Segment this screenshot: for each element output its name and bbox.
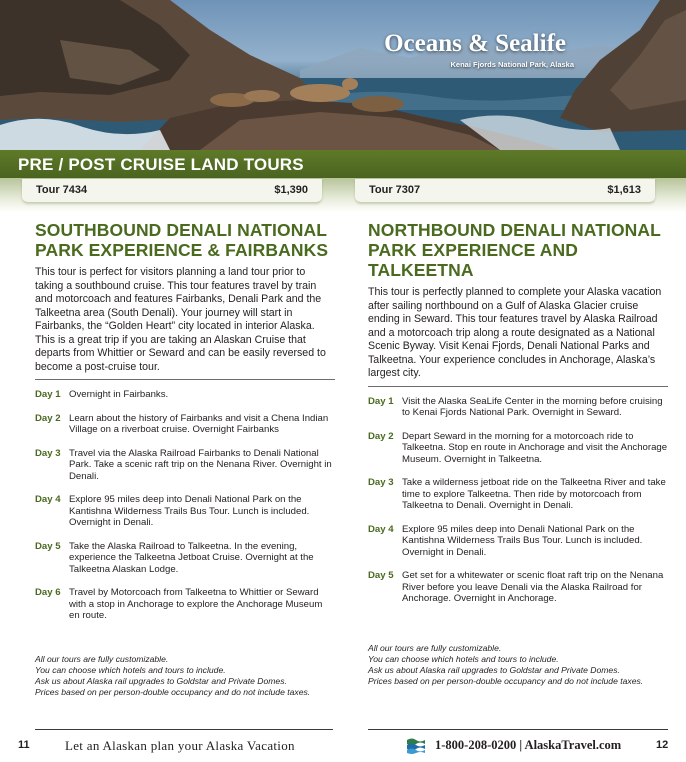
tour-title: NORTHBOUND DENALI NATIONAL PARK EXPERIENCE AND TALKEETNA: [368, 220, 661, 280]
day-label: Day 2: [368, 430, 394, 442]
day-text: Take a wilderness jetboat ride on the Talkeetna River and take time to explore Talkeetna. Then ride by motorcoach from Talkeetna to Denali. Overnight in Denali.: [402, 477, 666, 511]
day-label: Day 5: [35, 540, 61, 552]
itinerary-day: [368, 396, 668, 419]
tour-code: Tour 7307: [369, 184, 421, 196]
tour-description: This tour is perfect for visitors planning a land tour prior to taking a southbound cruise. This tour features travel by train and motorcoach and features Fairbanks, Denali Park and the Talkeetna area (South Denali). Your journey will start in Fairbanks, the “Golden Heart” city located in interior Alaska. This is a great trip if you are taking an Alaskan Cruise that departs from Whittier or Seward and can be easily reversed to become a post-cruise tour.: [35, 266, 326, 373]
tour-bar-right: [355, 179, 655, 203]
note-line: Prices based on per person-double occupancy and do not include taxes.: [368, 676, 644, 686]
tour-bar-left: [22, 179, 322, 203]
tour-code: Tour 7434: [36, 184, 88, 196]
tour-description: This tour is perfectly planned to complete your Alaska vacation after sailing northbound on a Gulf of Alaska Glacier cruise ending in Seward. This tour features travel by Alaska Railroad and a motorcoach trip along a route designated as a National Scenic Byway. Visit Kenai Fjords, Denali National Parks and Talkeetna. Your experience concludes in Anchorage, Alaska’s largest city.: [368, 286, 662, 379]
itinerary-day: [35, 541, 335, 576]
day-text: Visit the Alaska SeaLife Center in the morning before cruising to Kenai Fjords National Park. Overnight in Seward.: [402, 395, 663, 418]
itinerary-day: [35, 494, 335, 529]
note-line: All our tours are fully customizable.: [368, 643, 502, 653]
tour-price: $1,613: [607, 184, 641, 196]
note-line: Ask us about Alaska rail upgrades to Goldstar and Private Domes.: [35, 676, 287, 686]
itinerary-day: [368, 477, 668, 512]
day-label: Day 3: [35, 447, 61, 459]
alaska-travel-flag-logo-icon: [406, 735, 426, 755]
day-text: Get set for a whitewater or scenic float raft trip on the Nenana River before you leave Denali via the Alaska Railroad for Anchorage. Overnight in Anchorage.: [402, 570, 664, 604]
day-label: Day 1: [368, 395, 394, 407]
hero-image: [0, 0, 686, 150]
tour-notes: [368, 643, 668, 687]
day-label: Day 3: [368, 477, 394, 488]
day-label: Day 4: [35, 494, 61, 505]
tour-title: SOUTHBOUND DENALI NATIONAL PARK EXPERIENCE & FAIRBANKS: [35, 220, 329, 260]
day-text: Overnight in Fairbanks.: [69, 389, 169, 400]
itinerary-day: [35, 413, 335, 436]
section-banner: [0, 150, 686, 178]
page-number-left: 11: [18, 739, 30, 751]
divider: [35, 379, 335, 380]
day-text: Travel via the Alaska Railroad Fairbanks to Denali National Park. Take a scenic raft trip on the Nenana River. Overnight in Denali.: [69, 447, 332, 482]
itinerary: [35, 389, 335, 622]
itinerary-day: [368, 524, 668, 559]
day-label: Day 4: [368, 523, 394, 535]
note-line: All our tours are fully customizable.: [35, 654, 169, 664]
day-text: Explore 95 miles deep into Denali National Park on the Kantishna Wilderness Trails Bus Tour. Lunch is included. Overnight in Denali.: [402, 523, 643, 558]
note-line: Prices based on per person-double occupancy and do not include taxes.: [35, 687, 311, 697]
hero-title: Oceans & Sealife: [384, 30, 566, 57]
footer-rule-right: [368, 729, 668, 730]
itinerary-day: [368, 431, 668, 466]
day-label: Day 2: [35, 412, 61, 424]
seal-rocks-photo: [0, 0, 686, 150]
divider: [368, 386, 668, 387]
itinerary: [368, 396, 668, 605]
tour-column-northbound: [368, 220, 668, 617]
footer-tagline: Let an Alaskan plan your Alaska Vacation: [65, 738, 295, 753]
tour-price: $1,390: [274, 184, 308, 196]
day-text: Take the Alaska Railroad to Talkeetna. In the evening, experience the Talkeetna Jetboat Cruise. Overnight at the Talkeetna Alaskan Lodge.: [69, 540, 314, 575]
day-text: Depart Seward in the morning for a motorcoach ride to Talkeetna. Stop en route in Anchorage and visit the Anchorage Museum. Overnight in Talkeetna.: [402, 430, 668, 465]
hero-subtitle: Kenai Fjords National Park, Alaska: [450, 60, 574, 69]
footer-contact[interactable]: 1-800-208-0200 | AlaskaTravel.com: [435, 738, 622, 752]
day-text: Learn about the history of Fairbanks and visit a Chena Indian Village on a riverboat cruise. Overnight Fairbanks: [69, 412, 329, 435]
note-line: You can choose which hotels and tours to include.: [35, 665, 226, 675]
day-label: Day 1: [35, 389, 61, 400]
note-line: You can choose which hotels and tours to include.: [368, 654, 559, 664]
note-line: Ask us about Alaska rail upgrades to Goldstar and Private Domes.: [368, 665, 620, 675]
itinerary-day: [368, 570, 668, 605]
tour-notes: [35, 654, 335, 698]
tour-column-southbound: [35, 220, 335, 634]
day-text: Travel by Motorcoach from Talkeetna to Whittier or Seward with a stop in Anchorage to explore the Anchorage Museum en route.: [69, 587, 323, 621]
page-number-right: 12: [656, 739, 669, 751]
itinerary-day: [35, 389, 335, 401]
itinerary-day: [35, 587, 335, 622]
section-title: PRE / POST CRUISE LAND TOURS: [18, 155, 304, 174]
day-label: Day 5: [368, 570, 394, 581]
footer-rule-left: [35, 729, 333, 730]
day-label: Day 6: [35, 587, 61, 598]
itinerary-day: [35, 448, 335, 483]
day-text: Explore 95 miles deep into Denali National Park on the Kantishna Wilderness Trails Bus Tour. Lunch is included. Overnight in Denali.: [69, 494, 310, 528]
